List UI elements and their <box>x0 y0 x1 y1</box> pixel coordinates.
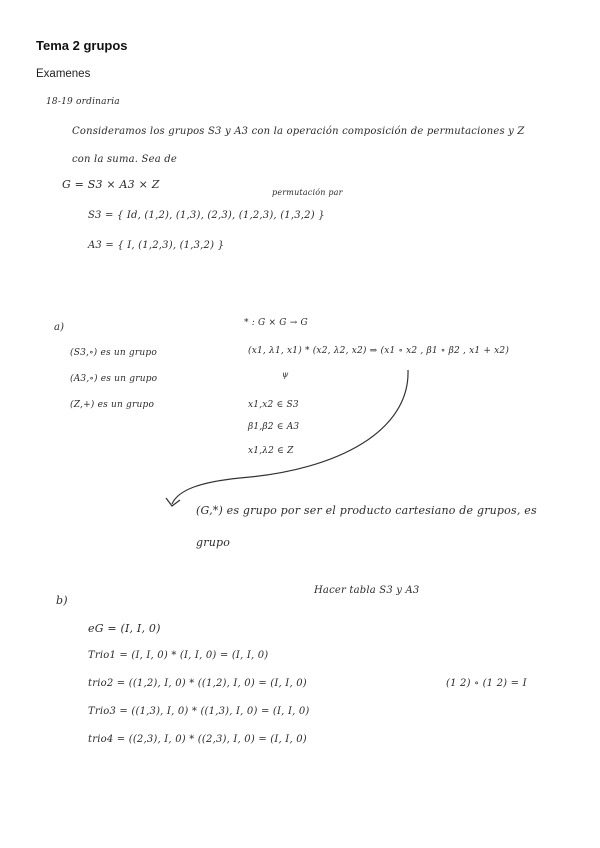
trio-1: Trio1 = (I, I, 0) * (I, I, 0) = (I, I, 0) <box>88 650 269 661</box>
part-b-label: b) <box>56 594 68 607</box>
operation-signature: * : G × G → G <box>244 318 308 328</box>
a3-set: A3 = { I, (1,2,3), (1,3,2) } <box>88 240 225 251</box>
intro-line-1: Consideramos los grupos S3 y A3 con la operación composición de permutaciones y Z <box>72 126 525 137</box>
trio-2: trio2 = ((1,2), I, 0) * ((1,2), I, 0) = (I, I, 0) <box>88 678 307 689</box>
group-z: (Z,+) es un grupo <box>70 400 155 410</box>
trio-3: Trio3 = ((1,3), I, 0) * ((1,3), I, 0) = (I, I, 0) <box>88 706 310 717</box>
section-heading: Examenes <box>36 68 91 80</box>
intro-line-2: con la suma. Sea de <box>72 154 177 165</box>
small-mark: ψ <box>282 370 289 379</box>
s3-set: S3 = { Id, (1,2), (1,3), (2,3), (1,2,3), (1,3,2) } <box>88 210 325 221</box>
identity-element: eG = (I, I, 0) <box>88 622 161 635</box>
part-a-label: a) <box>54 322 65 333</box>
membership-2: β1,β2 ∈ A3 <box>248 422 300 432</box>
group-definition: G = S3 × A3 × Z <box>62 178 160 191</box>
group-a3: (A3,∘) es un grupo <box>70 374 158 384</box>
table-note: Hacer tabla S3 y A3 <box>314 585 420 596</box>
side-calculation: (1 2) ∘ (1 2) = I <box>446 678 527 689</box>
conclusion-line-1: (G,*) es grupo por ser el producto cartesiano de grupos, es <box>196 504 537 517</box>
membership-1: x1,x2 ∈ S3 <box>248 400 299 410</box>
membership-3: x1,λ2 ∈ Z <box>248 446 294 456</box>
conclusion-line-2: grupo <box>196 536 231 549</box>
operation-definition: (x1, λ1, x1) * (x2, λ2, x2) ⇒ (x1 ∘ x2 , β1 ∘ β2 , x1 + x2) <box>248 346 510 356</box>
trio-4: trio4 = ((2,3), I, 0) * ((2,3), I, 0) = (I, I, 0) <box>88 734 307 745</box>
even-permutation-note: permutación par <box>272 188 343 197</box>
group-s3: (S3,∘) es un grupo <box>70 348 157 358</box>
exam-label: 18-19 ordinaria <box>46 97 120 107</box>
page-title: Tema 2 grupos <box>36 38 128 53</box>
